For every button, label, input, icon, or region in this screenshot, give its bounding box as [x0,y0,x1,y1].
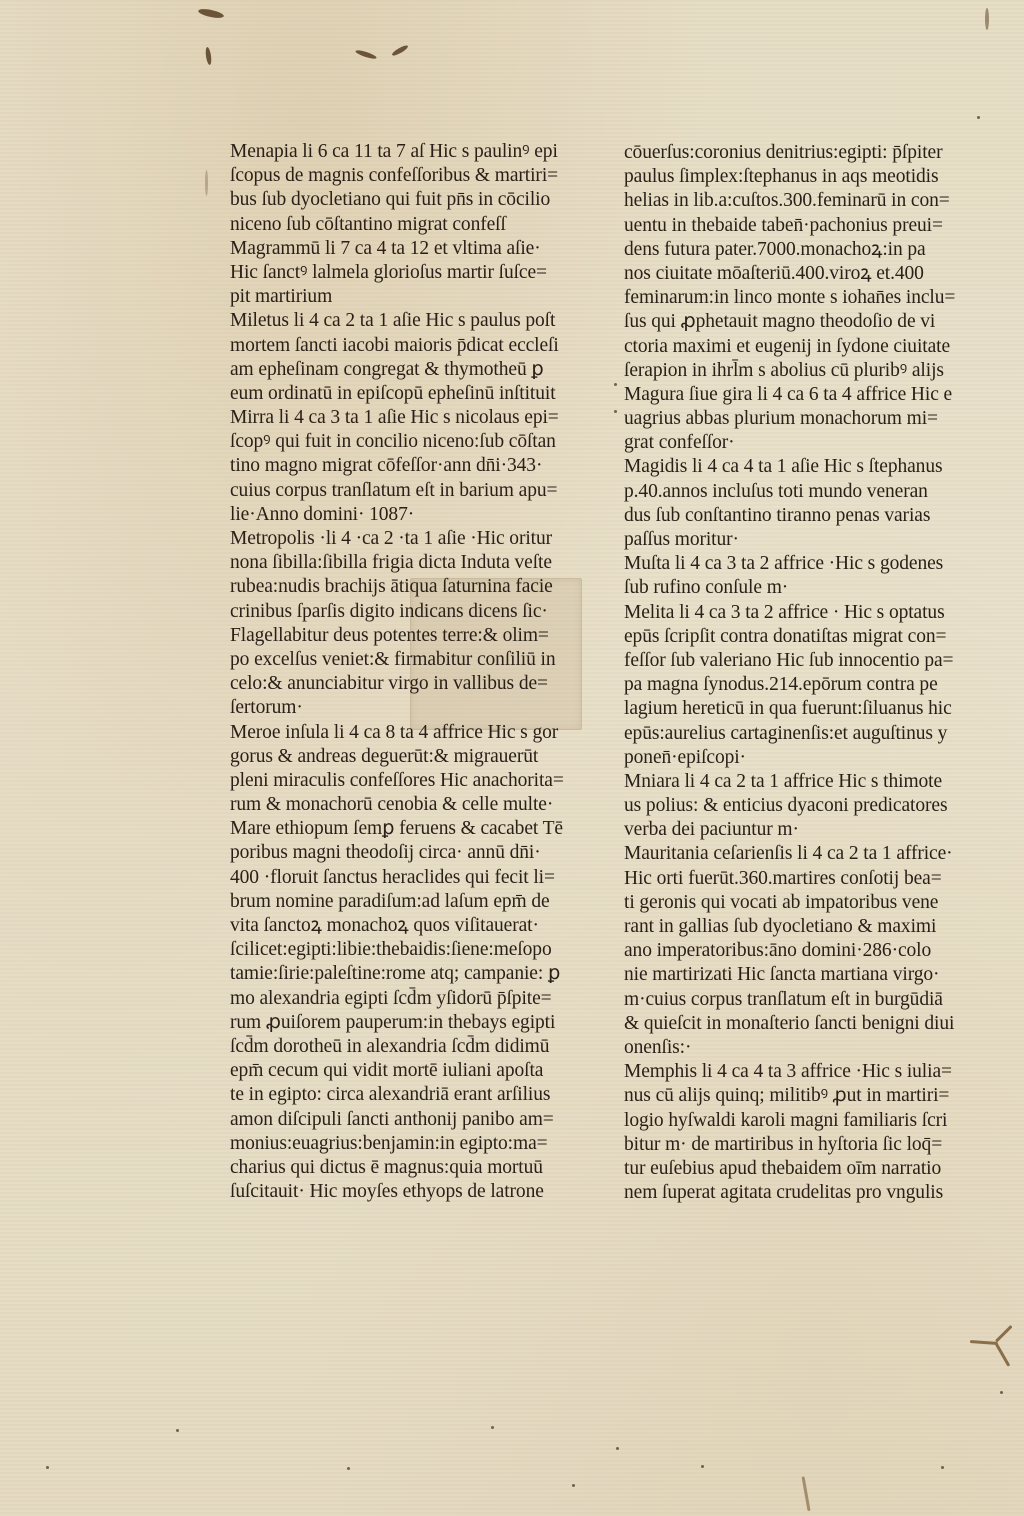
text-line: cōuerſus:coronius denitrius:egipti: p̄ſpiter [624,142,943,163]
text-line: rubea:nudis brachijs ātiqua ſaturnina facie [230,576,553,598]
text-line: gorus & andreas deguerūt:& migrauerūt [230,745,539,767]
foxing-spot [616,1447,619,1450]
text-line: ſcopus de magnis confeſſoribus & martiri= [230,165,559,187]
text-line: nem ſuperat agitata crudelitas pro vngulis [624,1182,944,1204]
text-line: Melita li 4 ca 3 ta 2 affrice · Hic s optatus [624,601,945,623]
text-line: paſſus moritur· [624,529,739,550]
text-line: poribus magni theodoſij circa· annū dn̄i· [230,842,541,864]
text-line: vita ſanctoꝝ monachoꝝ quos viſitauerat· [230,915,539,936]
text-line: helias in lib.a:cuſtos.300.feminarū in con= [624,190,950,212]
text-line: ti geronis qui vocati ab impatoribus vene [624,891,939,913]
text-line: tur euſebius apud thebaidem oīm narratio [624,1157,942,1179]
text-line: dus ſub conſtantino tiranno penas varias [624,504,931,526]
text-line: rum & monachorū cenobia & celle multe· [230,794,554,816]
text-line: Mniara li 4 ca 2 ta 1 affrice Hic s thimote [624,770,943,792]
text-line: amon diſcipuli ſancti anthonij panibo am= [230,1108,554,1130]
text-line: feminarum:in linco monte s iohan̄es inclu= [624,287,956,309]
text-line: Memphis li 4 ca 4 ta 3 affrice ·Hic s iulia= [624,1061,952,1083]
paper-crack-mark [802,1476,811,1511]
text-line: Muſta li 4 ca 3 ta 2 affrice ·Hic s godenes [624,553,944,575]
text-line: Magidis li 4 ca 4 ta 1 aſie Hic s ſtephanus [624,456,943,478]
text-line: lagium hereticū in qua fuerunt:ſiluanus hic [624,698,952,720]
text-line: epūs:aurelius cartaginenſis:et auguſtinus y [624,722,948,744]
foxing-spot [46,1466,49,1469]
text-line: ſuſcitauit· Hic moyſes ethyops de latrone [230,1181,544,1203]
text-line: ano imperatoribus:āno domini·286·colo [624,940,932,962]
text-line: pa magna ſynodus.214.epōrum contra pe [624,674,938,696]
text-line: rant in gallias ſub dyocletiano & maximi [624,916,937,937]
text-line: Magura ſiue gira li 4 ca 6 ta 4 affrice Hic e [624,383,953,405]
text-line: us polius: & enticius dyaconi predicatores [624,795,948,817]
text-line: monius:euagrius:benjamin:in egipto:ma= [230,1132,548,1154]
text-line: grat confeſſor· [624,432,735,454]
foxing-spot [977,116,980,119]
paper-crack-mark [995,1325,1013,1343]
text-line: ſcd̄m dorotheū in alexandria ſcd̄m didimū [230,1035,550,1057]
paper-crack-mark [995,1343,1011,1367]
text-line: pleni miraculis confeſſores Hic anachorita= [230,769,564,791]
foxing-spot [941,1466,944,1469]
text-line: onenſis:· [624,1036,692,1058]
text-line: ctoria maximi et eugenij in ſydone ciuitate [624,335,951,357]
text-line: nie martirizati Hic ſancta martiana virgo· [624,964,940,986]
paper-crack-mark [970,1340,998,1345]
text-line: Flagellabitur deus potentes terre:& olim= [230,624,549,646]
text-line: pit martirium [230,286,333,308]
text-column-left [230,140,575,1204]
foxing-spot [1000,1391,1003,1394]
text-line: verba dei paciuntur m· [624,819,799,841]
wormhole-mark [985,8,989,30]
text-line: tino magno migrat cōfeſſor·ann dn̄i·343· [230,455,543,477]
text-line: bus ſub dyocletiano qui fuit pn̄s in cōcilio [230,189,551,211]
text-line: Menapia li 6 ca 11 ta 7 aſ Hic s paulinꝰ epi [230,141,558,162]
text-line: po excelſus veniet:& firmabitur conſiliū in [230,648,556,670]
foxing-spot [176,1429,179,1432]
text-line: ponen̄·epiſcopi· [624,746,746,768]
text-line: bitur m· de martiribus in hyſtoria ſic loq̄= [624,1133,943,1155]
text-line: niceno ſub cōſtantino migrat confeſſ [230,213,506,235]
text-line: ſub rufino conſule m· [624,577,789,599]
text-line: Mare ethiopum ſemꝑ feruens & cacabet Tē [230,818,563,840]
text-line: rum ꝓuiſorem pauperum:in thebays egipti [230,1011,556,1033]
text-line: p.40.annos incluſus toti mundo veneran [624,480,928,502]
wormhole-mark [205,170,208,196]
text-line: Metropolis ·li 4 ·ca 2 ·ta 1 aſie ·Hic oritur [230,528,553,549]
text-line: ſus qui ꝓphetauit magno theodoſio de vi [624,311,936,333]
text-line: ſerapion in ihrl̄m s abolius cū pluribꝰ alijs [624,359,944,381]
text-line: dens futura pater.7000.monachoꝝ:in pa [624,238,926,260]
text-line: & quieſcit in monaſterio ſancti benigni diui [624,1012,955,1034]
text-line: mo alexandria egipti ſcd̄m yſidorū p̄ſpite= [230,987,552,1009]
text-line: epm̄ cecum qui vidit mortē iuliani apoſta [230,1060,544,1082]
wormhole-mark [198,7,225,19]
text-line: crinibus ſparſis digito indicans dicens ſic· [230,600,548,622]
foxing-spot [701,1465,704,1468]
wormhole-mark [391,44,409,57]
text-line: charius qui dictus ē magnus:quia mortuū [230,1156,543,1178]
text-line: Meroe inſula li 4 ca 8 ta 4 affrice Hic s gor [230,721,559,743]
text-line: feſſor ſub valeriano Hic ſub innocentio pa= [624,649,954,671]
text-line: epūs ſcripſit contra donatiſtas migrat con= [624,625,947,647]
text-line: paulus ſimplex:ſtephanus in aqs meotidis [624,166,939,188]
text-line: te in egipto: circa alexandriā erant arſilius [230,1084,551,1106]
text-line: Mauritania ceſarienſis li 4 ca 2 ta 1 affrice· [624,843,953,865]
foxing-spot [491,1426,494,1429]
text-line: brum nomine paradiſum:ad laſum epm̄ de [230,890,550,912]
text-line: nona ſibilla:ſibilla frigia dicta Induta veſte [230,552,552,574]
text-line: ſcopꝰ qui fuit in concilio niceno:ſub cōſtan [230,431,556,453]
text-line: m·cuius corpus tranſlatum eſt in burgūdiā [624,988,943,1010]
foxing-spot [572,1484,575,1487]
text-line: Hic ſanctꝰ lalmela glorioſus martir ſuſce= [230,261,547,283]
foxing-spot [614,410,617,413]
text-column-right [624,141,964,1205]
text-line: lie·Anno domini· 1087· [230,503,415,525]
text-line: am epheſinam congregat & thymotheū ꝑ [230,358,544,380]
text-line: nos ciuitate mōaſteriū.400.viroꝝ et.400 [624,262,924,284]
text-line: ſertorum· [230,697,303,719]
text-line: mortem ſancti iacobi maioris p̄dicat eccleſi [230,334,559,356]
text-line: logio hyſwaldi karoli magni familiaris ſcri [624,1109,948,1131]
text-line: cuius corpus tranſlatum eſt in barium apu= [230,479,558,501]
text-line: eum ordinatū in epiſcopū epheſinū inſtituit [230,382,556,404]
text-line: uentu in thebaide taben̄·pachonius preui= [624,214,943,236]
foxing-spot [347,1467,350,1470]
text-line: nus cū alijs quinq; militibꝰ ꝓut in martiri= [624,1085,950,1107]
foxing-spot [614,383,617,386]
wormhole-mark [205,47,212,66]
text-line: Magrammū li 7 ca 4 ta 12 et vltima aſie· [230,237,541,259]
text-line: Mirra li 4 ca 3 ta 1 aſie Hic s nicolaus epi= [230,407,559,429]
text-line: Miletus li 4 ca 2 ta 1 aſie Hic s paulus poſt [230,310,556,332]
text-line: 400 ·floruit ſanctus heraclides qui fecit li= [230,866,555,888]
text-line: Hic orti fuerūt.360.martires conſotij bea= [624,867,942,889]
text-line: ſcilicet:egipti:libie:thebaidis:ſiene:meſopo [230,939,552,961]
text-line: celo:& anunciabitur virgo in vallibus de= [230,673,548,695]
text-line: tamie:ſirie:paleſtine:rome atq; campanie: ꝑ [230,963,561,985]
text-line: uagrius abbas plurium monachorum mi= [624,408,938,430]
wormhole-mark [355,49,377,61]
